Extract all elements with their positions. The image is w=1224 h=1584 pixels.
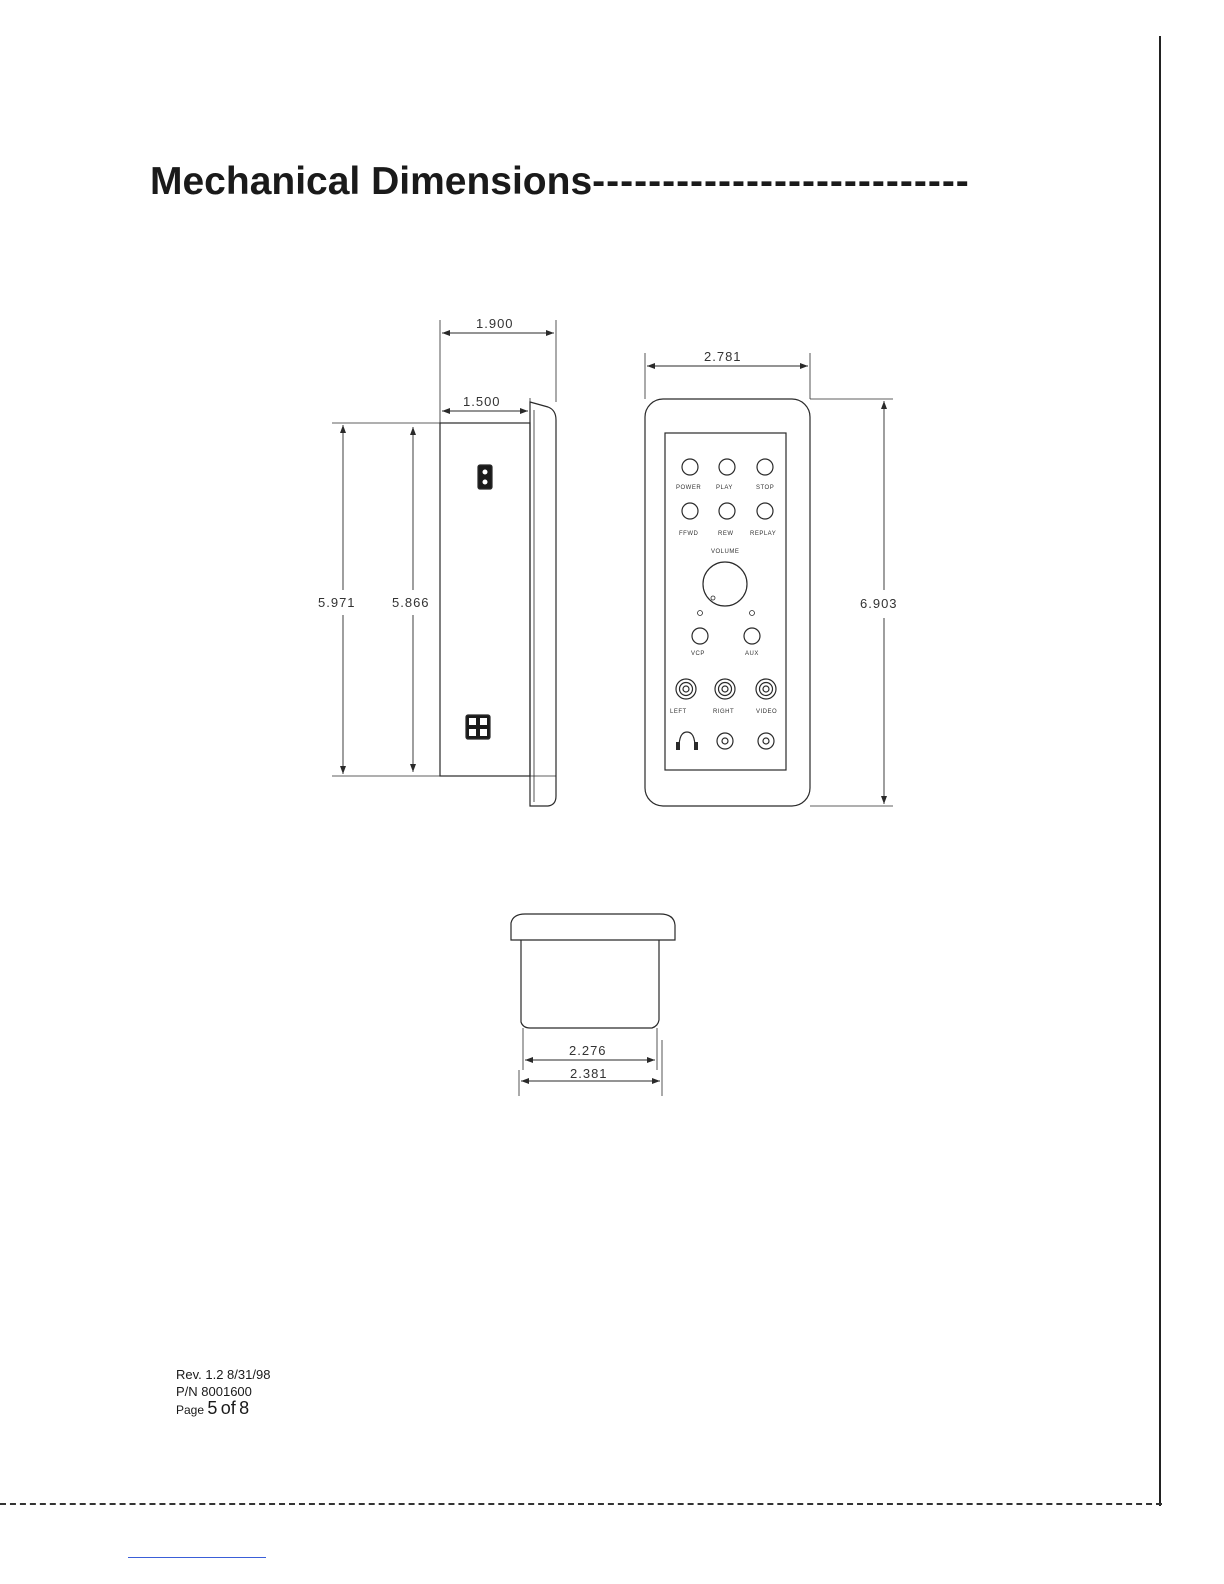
aux-led — [750, 611, 755, 616]
aux-button — [744, 628, 760, 644]
mini-jack-2 — [758, 733, 774, 749]
upper-connector — [478, 465, 492, 489]
rew-button — [719, 503, 735, 519]
label-stop: STOP — [756, 485, 775, 491]
part-number-text: P/N 8001600 — [176, 1384, 252, 1399]
page-total: 8 — [239, 1398, 250, 1418]
side-view — [332, 320, 556, 806]
replay-button — [757, 503, 773, 519]
play-button — [719, 459, 735, 475]
ffwd-button — [682, 503, 698, 519]
page-title-text: Mechanical Dimensions — [150, 160, 593, 203]
label-right: RIGHT — [713, 709, 735, 715]
page-indicator — [176, 1400, 270, 1419]
front-panel — [665, 433, 786, 770]
page-prefix: Page — [176, 1403, 205, 1417]
bottom-link-underline — [128, 1557, 266, 1558]
bottom-rule — [0, 1503, 1162, 1505]
title-rule: --------------------------- — [592, 160, 970, 203]
label-left: LEFT — [670, 709, 687, 715]
dim-2781: 2.781 — [704, 349, 742, 364]
dim-1900: 1.900 — [476, 316, 514, 331]
label-video: VIDEO — [756, 709, 778, 715]
dim-5866: 5.866 — [392, 595, 430, 610]
dim-2276: 2.276 — [569, 1043, 607, 1058]
vcr-led — [698, 611, 703, 616]
stop-button — [757, 459, 773, 475]
headphone-icon — [679, 732, 695, 748]
vcr-button — [692, 628, 708, 644]
label-vcr: VCP — [691, 651, 705, 657]
dim-5971: 5.971 — [318, 595, 356, 610]
label-power: POWER — [676, 485, 702, 491]
front-bezel — [645, 399, 810, 806]
revision-text: Rev. 1.2 8/31/98 — [176, 1367, 271, 1382]
mini-jack-1 — [717, 733, 733, 749]
video-jack — [756, 679, 776, 699]
power-button — [682, 459, 698, 475]
dim-6903: 6.903 — [860, 596, 898, 611]
lower-connector — [466, 715, 490, 739]
footer — [176, 1366, 270, 1419]
label-rew: REW — [718, 531, 734, 537]
page-number: 5 — [207, 1398, 218, 1418]
label-volume: VOLUME — [711, 549, 740, 555]
dim-1500: 1.500 — [463, 394, 501, 409]
label-aux: AUX — [745, 651, 759, 657]
front-view — [645, 353, 893, 806]
volume-knob — [703, 562, 747, 606]
label-play: PLAY — [716, 485, 733, 491]
bottom-flange — [511, 914, 675, 940]
right-jack — [715, 679, 735, 699]
page-of: of — [220, 1398, 236, 1418]
label-replay: REPLAY — [750, 531, 777, 537]
bottom-body — [521, 940, 659, 1028]
label-ffwd: FFWD — [679, 531, 699, 537]
dim-2381: 2.381 — [570, 1066, 608, 1081]
left-jack — [676, 679, 696, 699]
